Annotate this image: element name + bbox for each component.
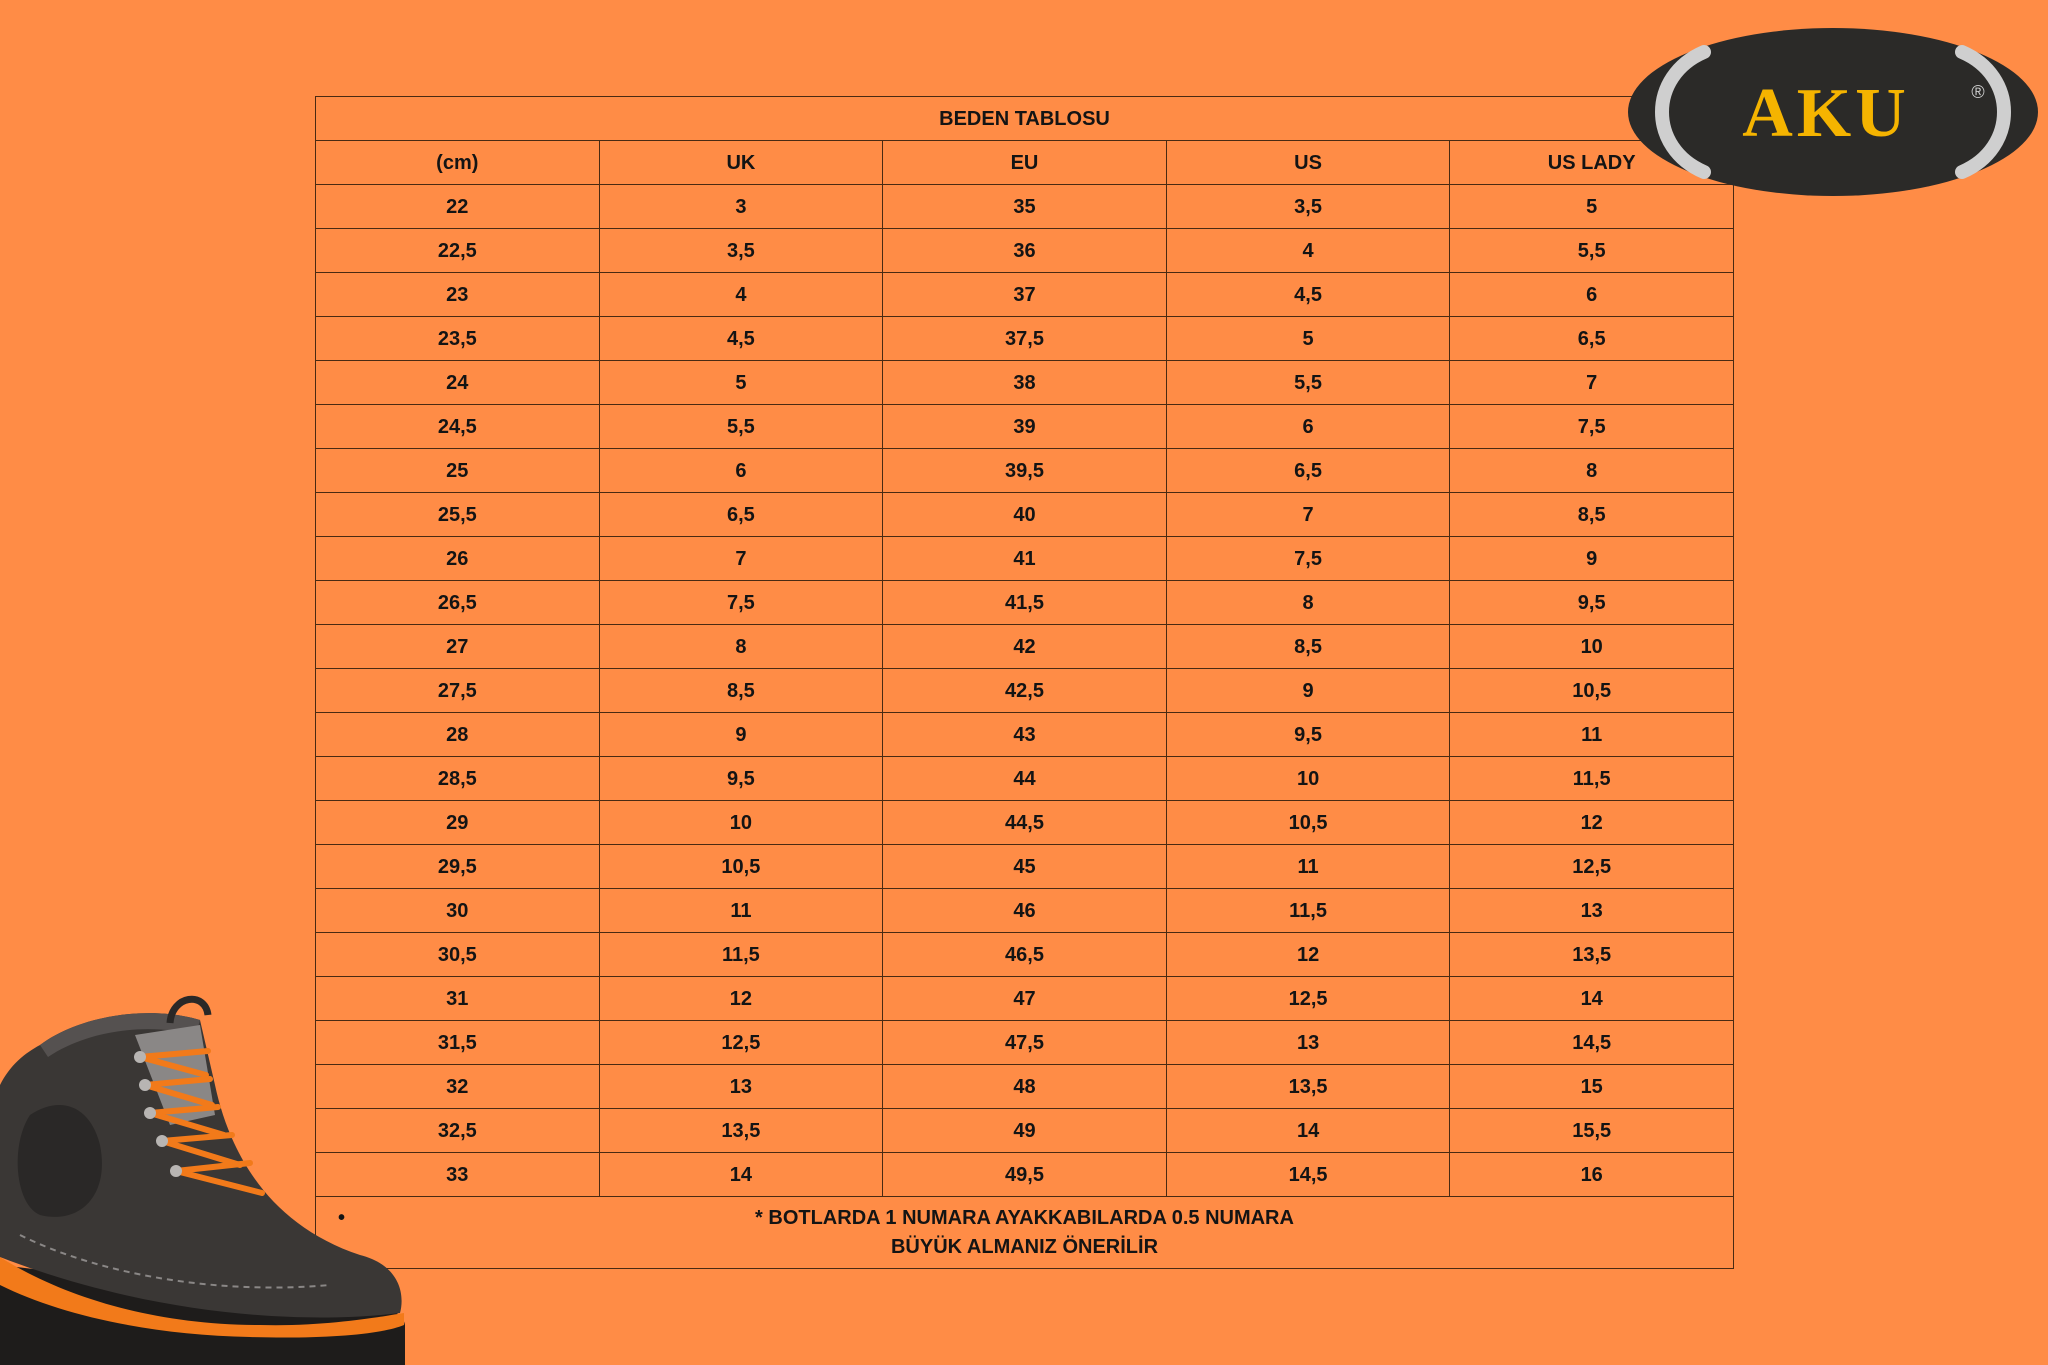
cell-us: 5,5	[1166, 361, 1450, 405]
size-table	[315, 96, 1734, 1269]
cell-us-lady: 15,5	[1450, 1109, 1734, 1153]
cell-us: 10	[1166, 757, 1450, 801]
cell-cm: 24,5	[316, 405, 600, 449]
table-row	[316, 1153, 1734, 1197]
cell-us: 3,5	[1166, 185, 1450, 229]
table-row	[316, 1065, 1734, 1109]
table-row	[316, 669, 1734, 713]
cell-cm: 24	[316, 361, 600, 405]
cell-eu: 38	[883, 361, 1167, 405]
cell-eu: 46,5	[883, 933, 1167, 977]
cell-us: 13,5	[1166, 1065, 1450, 1109]
cell-us: 6	[1166, 405, 1450, 449]
table-row	[316, 361, 1734, 405]
cell-us-lady: 11,5	[1450, 757, 1734, 801]
cell-cm: 31	[316, 977, 600, 1021]
table-note-row	[316, 1197, 1734, 1269]
cell-eu: 41	[883, 537, 1167, 581]
cell-cm: 22,5	[316, 229, 600, 273]
header-eu: EU	[883, 141, 1167, 185]
cell-us: 10,5	[1166, 801, 1450, 845]
cell-uk: 5,5	[599, 405, 883, 449]
cell-us-lady: 13	[1450, 889, 1734, 933]
table-row	[316, 493, 1734, 537]
cell-cm: 32	[316, 1065, 600, 1109]
table-row	[316, 229, 1734, 273]
cell-us: 9,5	[1166, 713, 1450, 757]
cell-uk: 6	[599, 449, 883, 493]
cell-eu: 44	[883, 757, 1167, 801]
cell-cm: 31,5	[316, 1021, 600, 1065]
cell-uk: 13	[599, 1065, 883, 1109]
note-text	[575, 1204, 1475, 1262]
table-row	[316, 625, 1734, 669]
cell-us-lady: 9	[1450, 537, 1734, 581]
cell-eu: 49	[883, 1109, 1167, 1153]
cell-us-lady: 9,5	[1450, 581, 1734, 625]
table-row	[316, 713, 1734, 757]
cell-eu: 41,5	[883, 581, 1167, 625]
cell-cm: 30	[316, 889, 600, 933]
cell-uk: 3,5	[599, 229, 883, 273]
cell-uk: 11	[599, 889, 883, 933]
cell-us: 12,5	[1166, 977, 1450, 1021]
cell-uk: 7	[599, 537, 883, 581]
cell-us-lady: 8	[1450, 449, 1734, 493]
cell-uk: 13,5	[599, 1109, 883, 1153]
cell-us-lady: 7	[1450, 361, 1734, 405]
table-row	[316, 185, 1734, 229]
note-line-1: * BOTLARDA 1 NUMARA AYAKKABILARDA 0.5 NUMARA	[755, 1206, 1294, 1229]
boot-side-panel	[18, 1105, 102, 1217]
cell-uk: 5	[599, 361, 883, 405]
logo-text: AKU	[1742, 75, 1910, 152]
cell-cm: 28	[316, 713, 600, 757]
cell-eu: 42	[883, 625, 1167, 669]
cell-uk: 12	[599, 977, 883, 1021]
cell-uk: 4,5	[599, 317, 883, 361]
aku-logo	[1626, 26, 2040, 198]
cell-us: 11,5	[1166, 889, 1450, 933]
cell-us: 9	[1166, 669, 1450, 713]
cell-cm: 27	[316, 625, 600, 669]
cell-us-lady: 14,5	[1450, 1021, 1734, 1065]
cell-us: 6,5	[1166, 449, 1450, 493]
table-row	[316, 273, 1734, 317]
cell-us-lady: 5,5	[1450, 229, 1734, 273]
cell-eu: 37	[883, 273, 1167, 317]
cell-cm: 28,5	[316, 757, 600, 801]
cell-us-lady: 11	[1450, 713, 1734, 757]
cell-us: 14,5	[1166, 1153, 1450, 1197]
cell-eu: 44,5	[883, 801, 1167, 845]
cell-us: 8,5	[1166, 625, 1450, 669]
table-row	[316, 933, 1734, 977]
hiking-boot-image	[0, 995, 410, 1365]
cell-us-lady: 6,5	[1450, 317, 1734, 361]
table-row	[316, 889, 1734, 933]
cell-eu: 37,5	[883, 317, 1167, 361]
cell-cm: 30,5	[316, 933, 600, 977]
cell-eu: 35	[883, 185, 1167, 229]
cell-eu: 39	[883, 405, 1167, 449]
cell-eu: 42,5	[883, 669, 1167, 713]
cell-us-lady: 6	[1450, 273, 1734, 317]
cell-us: 4	[1166, 229, 1450, 273]
cell-us: 7,5	[1166, 537, 1450, 581]
logo-registered-mark: ®	[1971, 82, 1985, 102]
cell-eu: 39,5	[883, 449, 1167, 493]
cell-us-lady: 5	[1450, 185, 1734, 229]
table-row	[316, 1109, 1734, 1153]
cell-eu: 46	[883, 889, 1167, 933]
table-header-row	[316, 141, 1734, 185]
table-row	[316, 449, 1734, 493]
table-row	[316, 757, 1734, 801]
cell-uk: 6,5	[599, 493, 883, 537]
cell-cm: 25	[316, 449, 600, 493]
cell-uk: 12,5	[599, 1021, 883, 1065]
cell-cm: 26,5	[316, 581, 600, 625]
table-row	[316, 801, 1734, 845]
table-row	[316, 1021, 1734, 1065]
cell-uk: 3	[599, 185, 883, 229]
cell-cm: 29	[316, 801, 600, 845]
cell-cm: 33	[316, 1153, 600, 1197]
cell-us-lady: 16	[1450, 1153, 1734, 1197]
table-title-row	[316, 97, 1734, 141]
cell-cm: 32,5	[316, 1109, 600, 1153]
cell-us-lady: 10,5	[1450, 669, 1734, 713]
cell-us: 12	[1166, 933, 1450, 977]
header-us: US	[1166, 141, 1450, 185]
cell-uk: 9,5	[599, 757, 883, 801]
header-cm: (cm)	[316, 141, 600, 185]
table-note	[316, 1197, 1734, 1269]
cell-us-lady: 10	[1450, 625, 1734, 669]
cell-uk: 10	[599, 801, 883, 845]
table-row	[316, 581, 1734, 625]
cell-eu: 48	[883, 1065, 1167, 1109]
cell-us-lady: 12	[1450, 801, 1734, 845]
cell-cm: 25,5	[316, 493, 600, 537]
header-uk: UK	[599, 141, 883, 185]
cell-cm: 23	[316, 273, 600, 317]
cell-uk: 11,5	[599, 933, 883, 977]
cell-us: 13	[1166, 1021, 1450, 1065]
cell-uk: 4	[599, 273, 883, 317]
table-row	[316, 537, 1734, 581]
cell-eu: 45	[883, 845, 1167, 889]
cell-eu: 49,5	[883, 1153, 1167, 1197]
size-table-body	[316, 97, 1734, 1197]
cell-cm: 22	[316, 185, 600, 229]
cell-us-lady: 7,5	[1450, 405, 1734, 449]
cell-eu: 47	[883, 977, 1167, 1021]
cell-uk: 8,5	[599, 669, 883, 713]
cell-cm: 27,5	[316, 669, 600, 713]
cell-us-lady: 15	[1450, 1065, 1734, 1109]
table-row	[316, 405, 1734, 449]
cell-us: 14	[1166, 1109, 1450, 1153]
cell-cm: 23,5	[316, 317, 600, 361]
cell-us-lady: 8,5	[1450, 493, 1734, 537]
cell-us: 8	[1166, 581, 1450, 625]
cell-us-lady: 12,5	[1450, 845, 1734, 889]
cell-cm: 26	[316, 537, 600, 581]
note-line-2: BÜYÜK ALMANIZ ÖNERİLİR	[890, 1235, 1159, 1258]
cell-cm: 29,5	[316, 845, 600, 889]
cell-uk: 14	[599, 1153, 883, 1197]
cell-uk: 9	[599, 713, 883, 757]
table-row	[316, 977, 1734, 1021]
cell-eu: 40	[883, 493, 1167, 537]
cell-us: 7	[1166, 493, 1450, 537]
cell-us: 11	[1166, 845, 1450, 889]
note-bullet: •	[338, 1207, 346, 1229]
cell-uk: 8	[599, 625, 883, 669]
cell-us: 5	[1166, 317, 1450, 361]
cell-eu: 43	[883, 713, 1167, 757]
cell-eu: 47,5	[883, 1021, 1167, 1065]
table-title: BEDEN TABLOSU	[316, 97, 1734, 141]
cell-uk: 7,5	[599, 581, 883, 625]
header-us-lady: US LADY	[1450, 141, 1734, 185]
cell-eu: 36	[883, 229, 1167, 273]
cell-us: 4,5	[1166, 273, 1450, 317]
cell-uk: 10,5	[599, 845, 883, 889]
table-row	[316, 317, 1734, 361]
cell-us-lady: 14	[1450, 977, 1734, 1021]
cell-us-lady: 13,5	[1450, 933, 1734, 977]
table-row	[316, 845, 1734, 889]
